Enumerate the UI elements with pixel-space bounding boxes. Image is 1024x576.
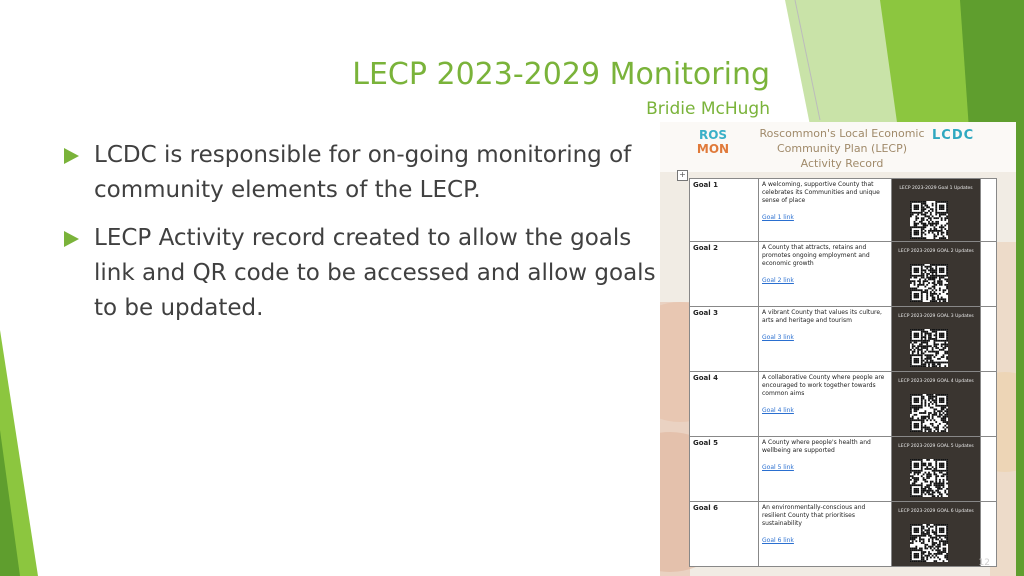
goal-link[interactable]: Goal 6 link bbox=[762, 537, 794, 544]
qr-code-icon[interactable] bbox=[910, 459, 948, 497]
empty-cell bbox=[981, 242, 997, 307]
bullet-arrow-icon bbox=[64, 148, 79, 164]
document-title-line: Roscommon's Local Economic bbox=[759, 127, 925, 140]
qr-caption: LECP 2023-2029 GOAL 6 Updates bbox=[898, 509, 974, 514]
table-row bbox=[690, 307, 997, 372]
empty-cell bbox=[981, 179, 997, 242]
bullet-text: LECP Activity record created to allow the goals link and QR code to be accessed and allow goals to be updated. bbox=[94, 225, 656, 321]
goal-name-cell: Goal 3 bbox=[690, 307, 759, 372]
goal-description-cell bbox=[759, 242, 892, 307]
goal-link[interactable]: Goal 1 link bbox=[762, 214, 794, 221]
bullet-text: LCDC is responsible for on-going monitoring of community elements of the LECP. bbox=[94, 142, 632, 203]
bullet-item bbox=[64, 221, 664, 326]
logo-text: MON bbox=[696, 142, 730, 156]
bullet-item bbox=[64, 138, 664, 208]
goal-link[interactable]: Goal 2 link bbox=[762, 277, 794, 284]
qr-code-cell bbox=[892, 372, 981, 437]
empty-cell bbox=[981, 372, 997, 437]
qr-caption: LECP 2023-2029 Goal 1 Updates bbox=[899, 186, 973, 191]
qr-code-icon[interactable] bbox=[910, 201, 948, 239]
goal-name-cell: Goal 2 bbox=[690, 242, 759, 307]
qr-caption: LECP 2023-2029 GOAL 4 Updates bbox=[898, 379, 974, 384]
qr-caption: LECP 2023-2029 GOAL 2 Updates bbox=[898, 249, 974, 254]
slide-subtitle: Bridie McHugh bbox=[646, 99, 770, 119]
qr-code-icon[interactable] bbox=[910, 394, 948, 432]
goal-link[interactable]: Goal 4 link bbox=[762, 407, 794, 414]
table-row bbox=[690, 437, 997, 502]
lcdc-logo: LCDC bbox=[932, 128, 975, 143]
document-header bbox=[660, 122, 1016, 172]
page-number: 12 bbox=[978, 558, 990, 568]
goal-description-cell bbox=[759, 372, 892, 437]
bullet-list bbox=[64, 138, 664, 339]
bullet-arrow-icon bbox=[64, 231, 79, 247]
empty-cell bbox=[978, 502, 997, 568]
activity-record-image bbox=[660, 122, 1016, 576]
slide-title: LECP 2023-2029 Monitoring bbox=[352, 57, 770, 92]
goal-description: A County where people's health and wellbeing are supported bbox=[762, 439, 871, 454]
goal-description-cell bbox=[759, 502, 892, 567]
qr-code-cell bbox=[892, 179, 981, 242]
table-row bbox=[690, 242, 997, 307]
qr-caption: LECP 2023-2029 GOAL 5 Updates bbox=[898, 444, 974, 449]
document-title-line: Community Plan (LECP) bbox=[776, 142, 908, 155]
table-row bbox=[690, 502, 997, 567]
goal-name-cell: Goal 1 bbox=[690, 179, 759, 242]
qr-code-icon[interactable] bbox=[910, 524, 948, 562]
roscommon-logo bbox=[696, 128, 730, 156]
empty-cell bbox=[981, 437, 997, 502]
goal-name-cell: Goal 6 bbox=[690, 502, 759, 567]
qr-code-icon[interactable] bbox=[910, 329, 948, 367]
goal-link[interactable]: Goal 5 link bbox=[762, 464, 794, 471]
empty-cell bbox=[981, 307, 997, 372]
qr-code-cell bbox=[892, 437, 981, 502]
goal-description: An environmentally-conscious and resilient County that prioritises sustainability bbox=[762, 504, 866, 527]
qr-code-cell bbox=[892, 242, 981, 307]
table-row bbox=[690, 372, 997, 437]
goals-table bbox=[689, 178, 997, 567]
goal-link[interactable]: Goal 3 link bbox=[762, 334, 794, 341]
goal-name-cell: Goal 4 bbox=[690, 372, 759, 437]
qr-code-cell bbox=[892, 502, 981, 567]
goal-description: A vibrant County that values its culture, arts and heritage and tourism bbox=[762, 309, 882, 324]
document-title-line: Activity Record bbox=[800, 157, 884, 170]
table-row bbox=[690, 179, 997, 242]
qr-code-icon[interactable] bbox=[910, 264, 948, 302]
qr-code-cell bbox=[892, 307, 981, 372]
goal-description: A welcoming, supportive County that celebrates its Communities and unique sense of place bbox=[762, 181, 880, 204]
table-move-handle-icon: + bbox=[677, 170, 688, 181]
goal-description-cell bbox=[759, 437, 892, 502]
document-title bbox=[752, 126, 932, 171]
goal-description-cell bbox=[759, 307, 892, 372]
qr-caption: LECP 2023-2029 GOAL 3 Updates bbox=[898, 314, 974, 319]
goal-description: A collaborative County where people are encouraged to work together towards common aims bbox=[762, 374, 885, 397]
logo-text: ROS bbox=[698, 128, 728, 142]
goal-name-cell: Goal 5 bbox=[690, 437, 759, 502]
goal-description: A County that attracts, retains and promotes ongoing employment and economic growth bbox=[762, 244, 870, 267]
goal-description-cell bbox=[759, 179, 892, 242]
